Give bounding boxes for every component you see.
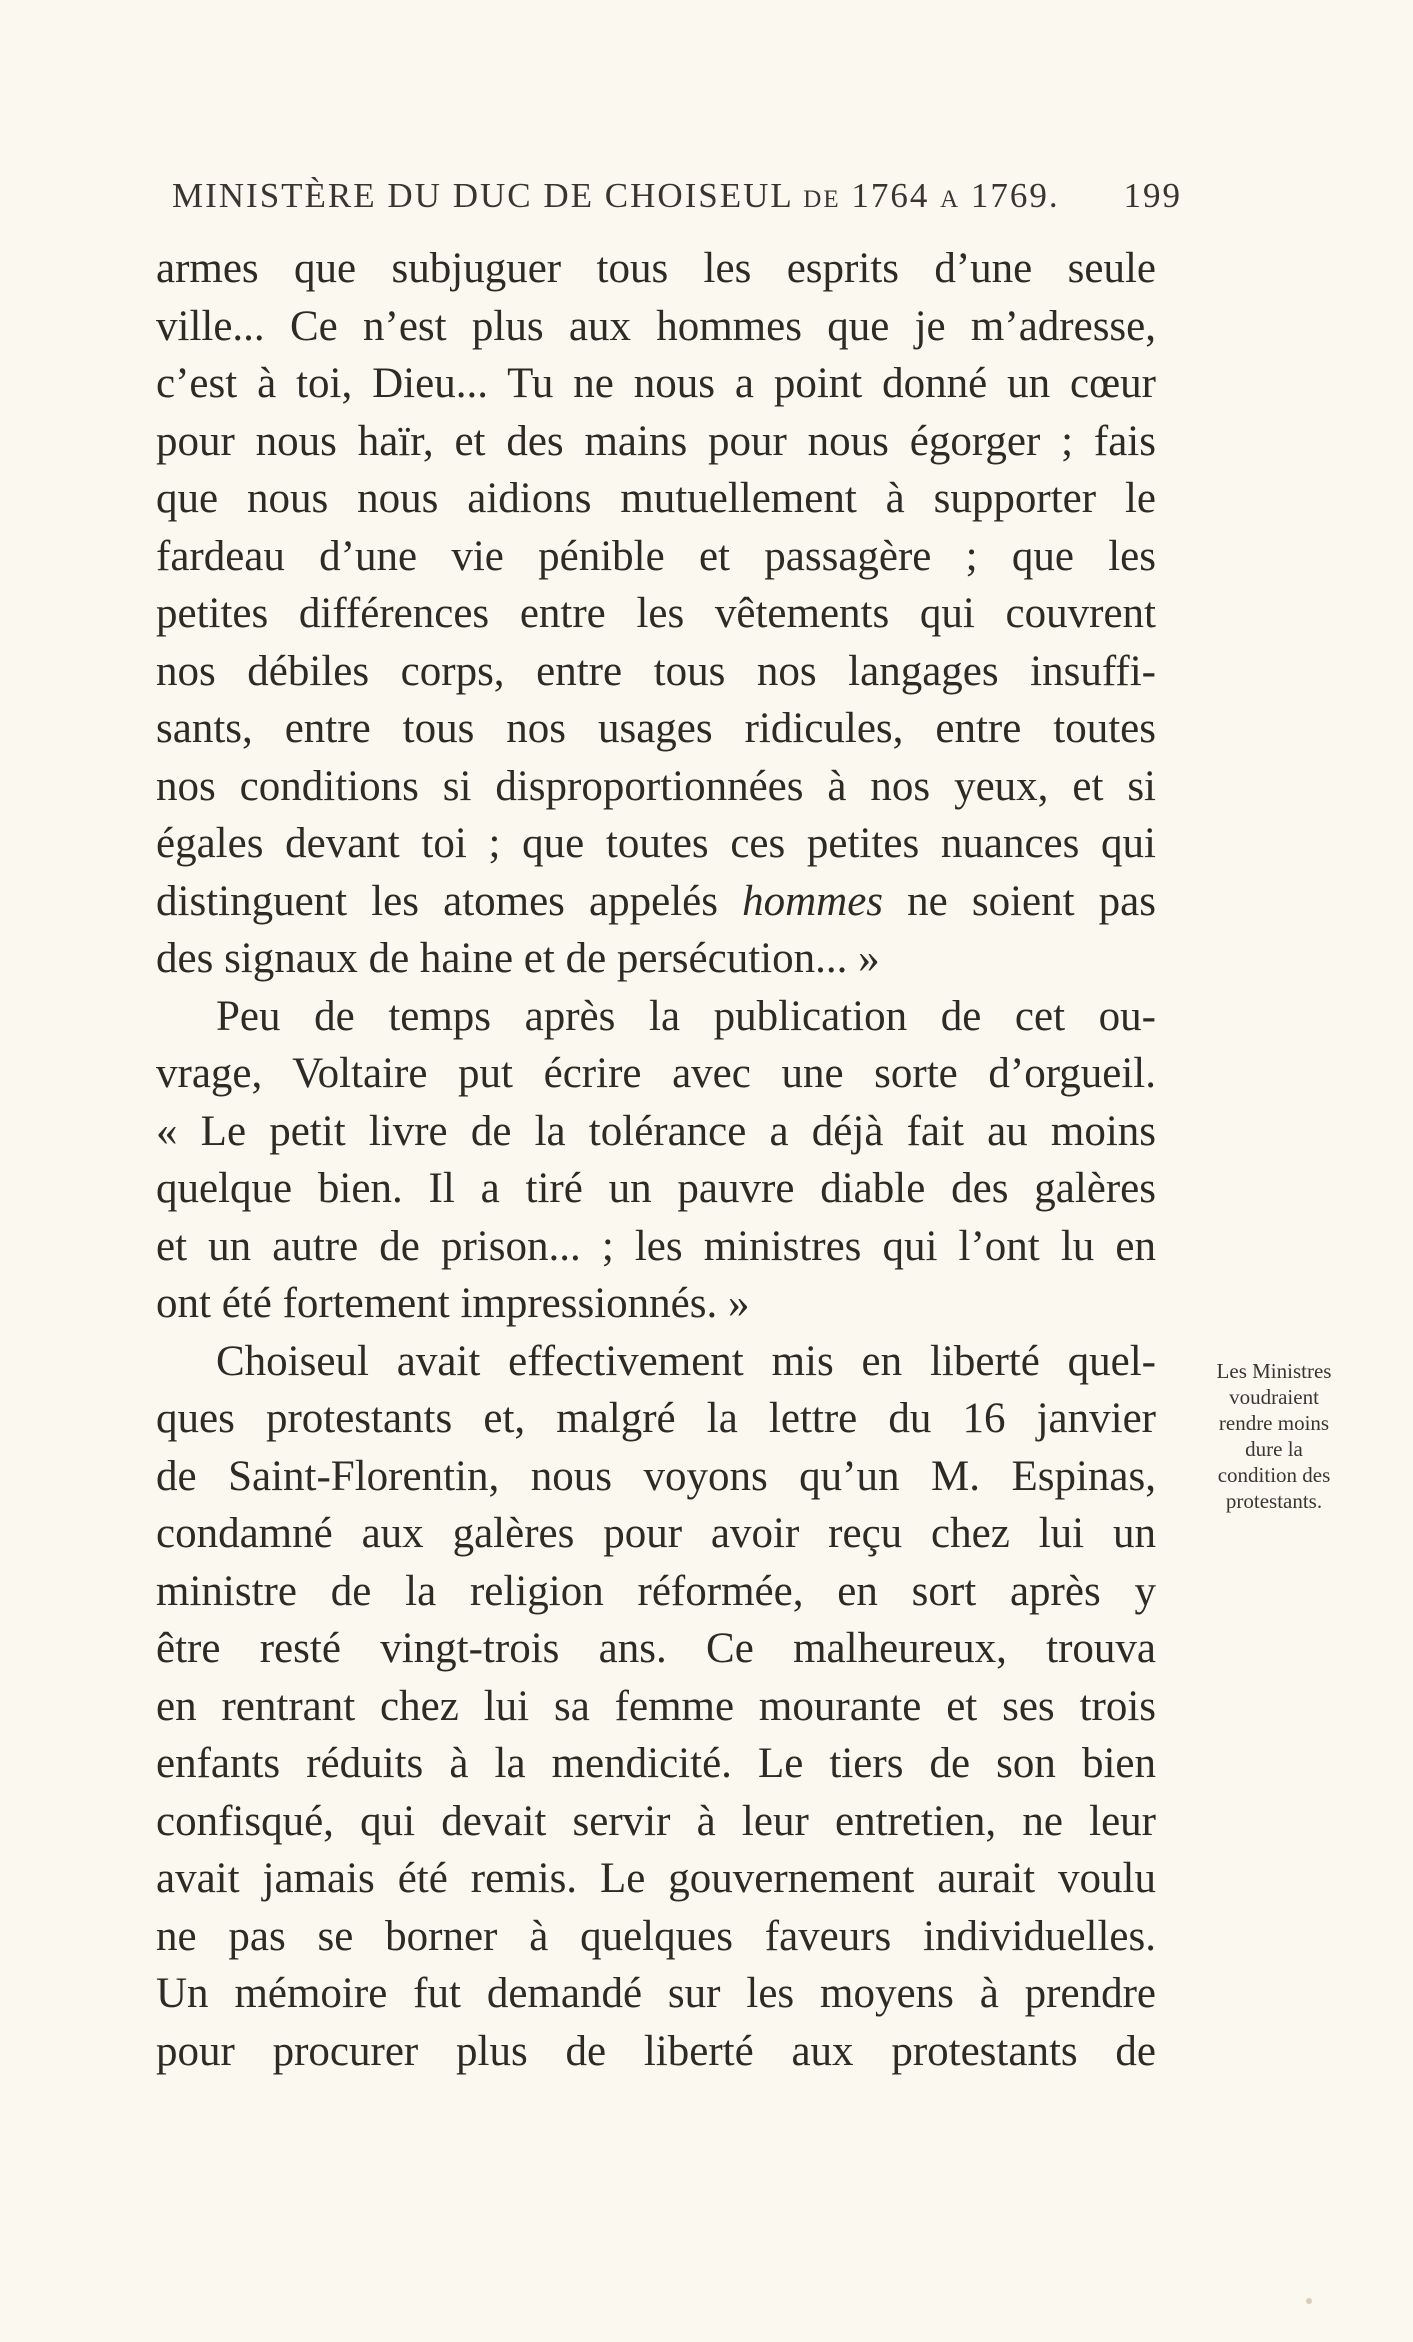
paper-speck xyxy=(1306,2298,1312,2304)
date-to: 1769. xyxy=(970,176,1060,215)
text-line: confisqué, qui devait servir à leur entretien, ne leur xyxy=(156,1797,1156,1845)
body-text xyxy=(156,240,1156,2080)
date-separator: A xyxy=(940,186,961,213)
text-line-with-italic xyxy=(156,873,1156,931)
text-line: Un mémoire fut demandé sur les moyens à prendre xyxy=(156,1970,1156,2017)
paragraph-first-line: Peu de temps après la publication de cet ou- xyxy=(216,992,1156,1040)
paragraph-first-line: Choiseul avait effectivement mis en liberté quel- xyxy=(216,1337,1156,1385)
text-line: et un autre de prison... ; les ministres qui l’ont lu en xyxy=(156,1222,1156,1270)
text-line: ne pas se borner à quelques faveurs individuelles. xyxy=(156,1912,1156,1960)
text-line: vrage, Voltaire put écrire avec une sorte d’orgueil. xyxy=(156,1050,1156,1097)
text-line: sants, entre tous nos usages ridicules, entre toutes xyxy=(156,705,1156,752)
text-line: ques protestants et, malgré la lettre du 16 janvier xyxy=(156,1395,1156,1442)
text-line: nos conditions si disproportionnées à nos yeux, et si xyxy=(156,762,1156,810)
text-line: quelque bien. Il a tiré un pauvre diable des galères xyxy=(156,1165,1156,1212)
text-line: être resté vingt-trois ans. Ce malheureux, trouva xyxy=(156,1625,1156,1672)
text-line: de Saint-Florentin, nous voyons qu’un M. Espinas, xyxy=(156,1452,1156,1500)
page-number: 199 xyxy=(1123,176,1182,215)
date-prefix: DE xyxy=(803,186,841,213)
text-line: « Le petit livre de la tolérance a déjà fait au moins xyxy=(156,1107,1156,1155)
margin-note-line: voudraient xyxy=(1229,1385,1319,1409)
text-line: enfants réduits à la mendicité. Le tiers de son bien xyxy=(156,1740,1156,1787)
text-line: ont été fortement impressionnés. » xyxy=(156,1280,750,1327)
running-header xyxy=(172,176,1182,220)
text-line: ministre de la religion réformée, en sort après y xyxy=(156,1567,1156,1615)
running-title-text: MINISTÈRE DU DUC DE CHOISEUL xyxy=(172,176,793,215)
italic-word: hommes xyxy=(742,877,884,925)
text-line: nos débiles corps, entre tous nos langages insuffi- xyxy=(156,647,1156,695)
text-line: égales devant toi ; que toutes ces petites nuances qui xyxy=(156,820,1156,867)
text-segment: ne soient pas xyxy=(883,877,1157,925)
text-line: condamné aux galères pour avoir reçu chez lui un xyxy=(156,1510,1156,1557)
running-title xyxy=(172,176,1060,216)
margin-note-line: condition des xyxy=(1217,1463,1331,1487)
margin-note-line: protestants. xyxy=(1225,1489,1323,1513)
text-line: des signaux de haine et de persécution... » xyxy=(156,935,880,982)
margin-note xyxy=(1184,1358,1364,1514)
text-line: ville... Ce n’est plus aux hommes que je m’adresse, xyxy=(156,302,1156,350)
margin-note-line: dure la xyxy=(1245,1437,1303,1461)
date-from: 1764 xyxy=(851,176,930,215)
text-line: que nous nous aidions mutuellement à supporter le xyxy=(156,475,1156,522)
text-line: pour procurer plus de liberté aux protestants de xyxy=(156,2027,1156,2075)
text-segment: distinguent les atomes appelés xyxy=(156,877,743,925)
text-line: avait jamais été remis. Le gouvernement aurait voulu xyxy=(156,1855,1156,1902)
margin-note-line: Les Ministres xyxy=(1216,1359,1332,1383)
text-line: fardeau d’une vie pénible et passagère ; que les xyxy=(156,532,1156,580)
text-line: pour nous haïr, et des mains pour nous égorger ; fais xyxy=(156,417,1156,465)
text-line: armes que subjuguer tous les esprits d’une seule xyxy=(156,245,1156,292)
margin-note-line: rendre moins xyxy=(1218,1411,1330,1435)
text-line: c’est à toi, Dieu... Tu ne nous a point donné un cœur xyxy=(156,360,1156,407)
text-line: en rentrant chez lui sa femme mourante et ses trois xyxy=(156,1682,1156,1730)
text-line: petites différences entre les vêtements qui couvrent xyxy=(156,590,1156,637)
